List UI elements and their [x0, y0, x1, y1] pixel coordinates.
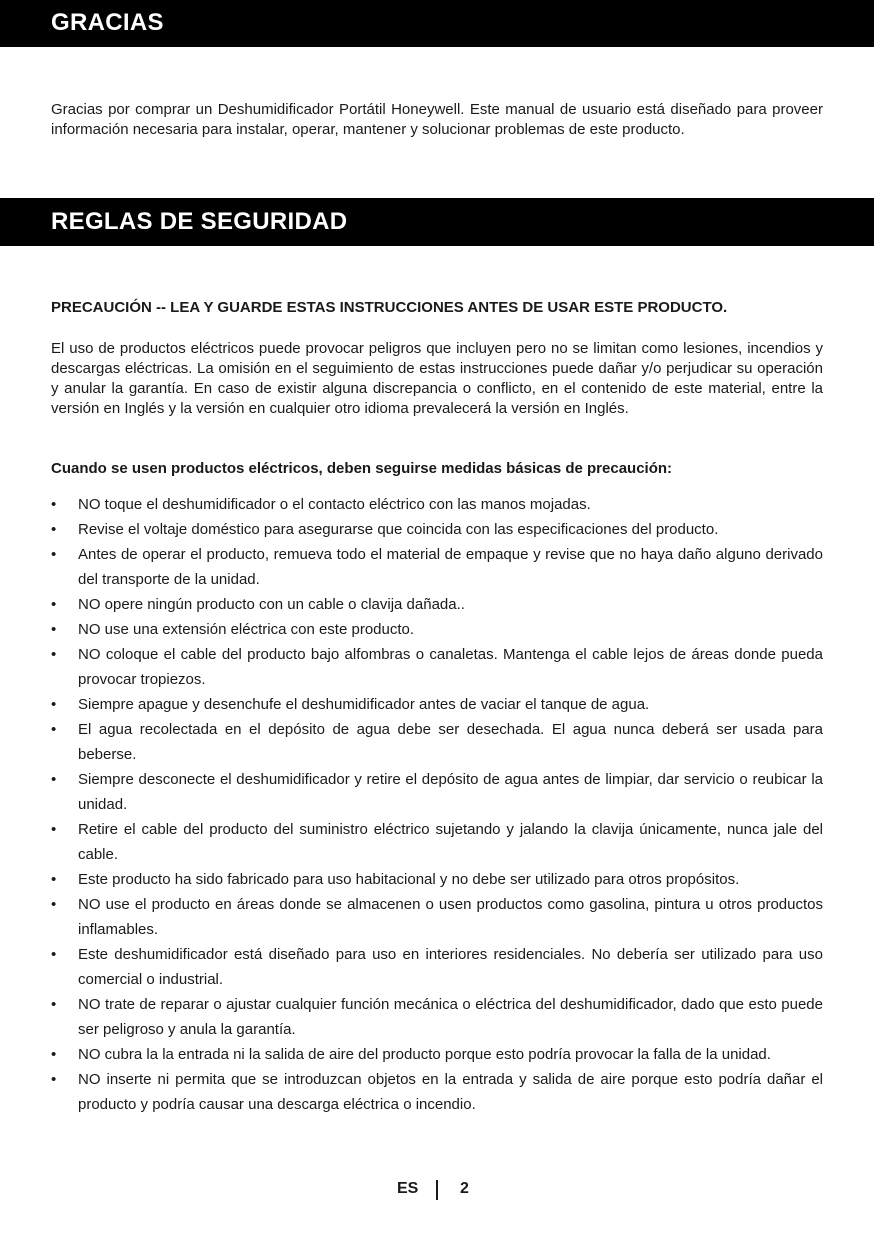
bullet-icon: • [51, 896, 57, 913]
bullet-icon: • [51, 1046, 57, 1063]
rule-text: El agua recolectada en el depósito de agua debe ser desechada. El agua nunca deberá ser usada para beberse. [78, 721, 823, 763]
list-item [51, 517, 823, 542]
list-item [51, 542, 823, 592]
bullet-icon: • [51, 496, 57, 513]
page-number: 2 [460, 1180, 469, 1197]
list-item [51, 492, 823, 517]
rule-text: Siempre desconecte el deshumidificador y retire el depósito de agua antes de limpiar, dar servicio o reubicar la unidad. [78, 771, 823, 813]
rule-text: NO opere ningún producto con un cable o clavija dañada.. [78, 596, 465, 613]
bullet-icon: • [51, 621, 57, 638]
bullet-icon: • [51, 596, 57, 613]
rule-text: NO use una extensión eléctrica con este producto. [78, 621, 415, 638]
rule-text: Siempre apague y desenchufe el deshumidificador antes de vaciar el tanque de agua. [78, 696, 650, 713]
rule-text: Este deshumidificador está diseñado para uso en interiores residenciales. No debería ser utilizado para uso comercial o industrial. [78, 946, 823, 988]
list-item [51, 1067, 823, 1117]
reglas-banner [0, 198, 874, 246]
list-item [51, 767, 823, 817]
list-item [51, 992, 823, 1042]
bullet-icon: • [51, 546, 57, 563]
reglas-heading: REGLAS DE SEGURIDAD [51, 208, 348, 235]
bullet-icon: • [51, 521, 57, 538]
rule-text: NO use el producto en áreas donde se almacenen o usen productos como gasolina, pintura u otros productos inflamables. [78, 896, 823, 938]
rule-text: NO toque el deshumidificador o el contacto eléctrico con las manos mojadas. [78, 496, 591, 513]
bullet-icon: • [51, 996, 57, 1013]
cuando-heading: Cuando se usen productos eléctricos, deben seguirse medidas básicas de precaución: [51, 460, 673, 477]
bullet-icon: • [51, 946, 57, 963]
bullet-icon: • [51, 821, 57, 838]
list-item [51, 817, 823, 867]
page-footer [0, 1180, 874, 1202]
bullet-icon: • [51, 646, 57, 663]
safety-rules-list [51, 492, 823, 1117]
rule-text: Este producto ha sido fabricado para uso habitacional y no debe ser utilizado para otros propósitos. [78, 871, 740, 888]
list-item [51, 717, 823, 767]
bullet-icon: • [51, 1071, 57, 1088]
list-item [51, 942, 823, 992]
list-item [51, 892, 823, 942]
rule-text: Revise el voltaje doméstico para asegurarse que coincida con las especificaciones del producto. [78, 521, 719, 538]
list-item [51, 592, 823, 617]
warning-paragraph: El uso de productos eléctricos puede provocar peligros que incluyen pero no se limitan como lesiones, incendios y descargas eléctricas. La omisión en el seguimiento de estas instrucciones puede dañar y/o perjudicar su operación y anular la garantía. En caso de existir alguna discrepancia o conflicto, en el contenido de este material, entre la versión en Inglés y la versión en cualquier otro idioma prevalecerá la versión en Inglés. [51, 340, 823, 417]
list-item [51, 867, 823, 892]
rule-text: Antes de operar el producto, remueva todo el material de empaque y revise que no haya daño alguno derivado del transporte de la unidad. [78, 546, 823, 588]
rule-text: NO cubra la la entrada ni la salida de aire del producto porque esto podría provocar la falla de la unidad. [78, 1046, 771, 1063]
list-item [51, 642, 823, 692]
list-item [51, 1042, 823, 1067]
rule-text: NO coloque el cable del producto bajo alfombras o canaletas. Mantenga el cable lejos de áreas donde pueda provocar tropiezos. [78, 646, 823, 688]
precaucion-heading: PRECAUCIÓN -- LEA Y GUARDE ESTAS INSTRUCCIONES ANTES DE USAR ESTE PRODUCTO. [51, 299, 728, 316]
rule-text: NO trate de reparar o ajustar cualquier función mecánica o eléctrica del deshumidificador, dado que esto puede ser peligroso y anula la garantía. [78, 996, 823, 1038]
bullet-icon: • [51, 696, 57, 713]
bullet-icon: • [51, 871, 57, 888]
bullet-icon: • [51, 721, 57, 738]
language-label: ES [397, 1180, 419, 1197]
gracias-banner [0, 0, 874, 47]
list-item [51, 692, 823, 717]
gracias-heading: GRACIAS [51, 9, 164, 36]
rule-text: Retire el cable del producto del suministro eléctrico sujetando y jalando la clavija únicamente, nunca jale del cable. [78, 821, 823, 863]
list-item [51, 617, 823, 642]
bullet-icon: • [51, 771, 57, 788]
rule-text: NO inserte ni permita que se introduzcan objetos en la entrada y salida de aire porque esto podría dañar el producto y podría causar una descarga eléctrica o incendio. [78, 1071, 823, 1113]
footer-divider [436, 1180, 438, 1200]
intro-paragraph: Gracias por comprar un Deshumidificador Portátil Honeywell. Este manual de usuario está diseñado para proveer información necesaria para instalar, operar, mantener y solucionar problemas de este producto. [51, 101, 823, 138]
